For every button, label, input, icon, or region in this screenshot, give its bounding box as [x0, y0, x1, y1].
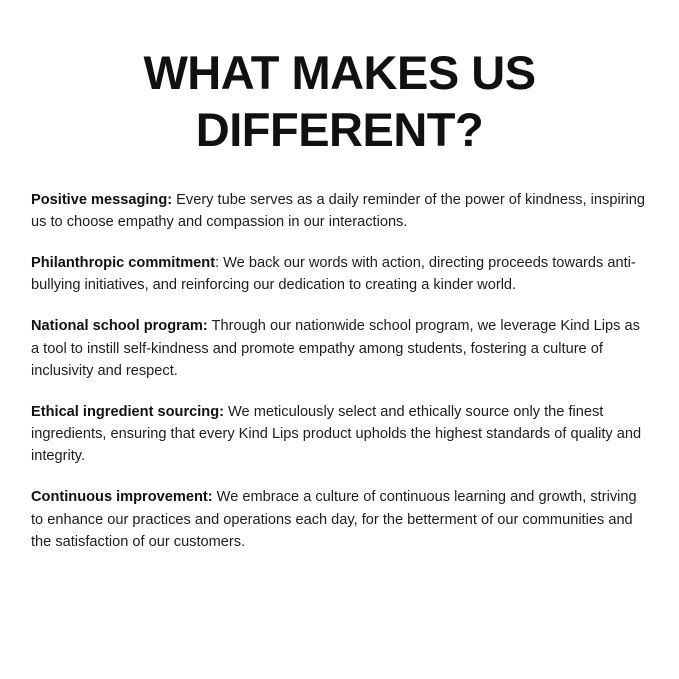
paragraph-lead: Philanthropic commitment	[31, 255, 216, 271]
paragraph-lead: Ethical ingredient sourcing:	[31, 403, 224, 420]
page-title	[30, 44, 649, 159]
paragraph-positive-messaging	[31, 189, 648, 233]
paragraph-text: : We back our words with action, directing proceeds towards anti-bullying initiatives, and reinforcing our dedication to creating a kinder world.	[31, 255, 636, 294]
body-content	[30, 189, 649, 553]
paragraph-lead: Positive messaging:	[31, 191, 173, 208]
paragraph-national-school-program	[31, 315, 648, 382]
paragraph-philanthropic-commitment	[31, 252, 648, 296]
paragraph-lead: Continuous improvement:	[31, 489, 213, 506]
paragraph-text: We embrace a culture of continuous learning and growth, striving to enhance our practices and operations each day, for the betterment of our communities and the satisfaction of our customers.	[31, 489, 637, 550]
page-title-line-2: DIFFERENT?	[195, 103, 484, 157]
page-title-line-1: WHAT MAKES US	[143, 46, 536, 99]
paragraph-continuous-improvement	[31, 486, 648, 553]
paragraph-lead: National school program:	[31, 318, 208, 335]
paragraph-text: Through our nationwide school program, we leverage Kind Lips as a tool to instill self-kindness and promote empathy among students, fostering a culture of inclusivity and respect.	[31, 318, 640, 379]
paragraph-text: Every tube serves as a daily reminder of the power of kindness, inspiring us to choose empathy and compassion in our interactions.	[31, 191, 646, 230]
paragraph-ethical-ingredient-sourcing	[31, 401, 648, 468]
paragraph-text: We meticulously select and ethically source only the finest ingredients, ensuring that every Kind Lips product upholds the highest standards of quality and integrity.	[31, 403, 642, 465]
